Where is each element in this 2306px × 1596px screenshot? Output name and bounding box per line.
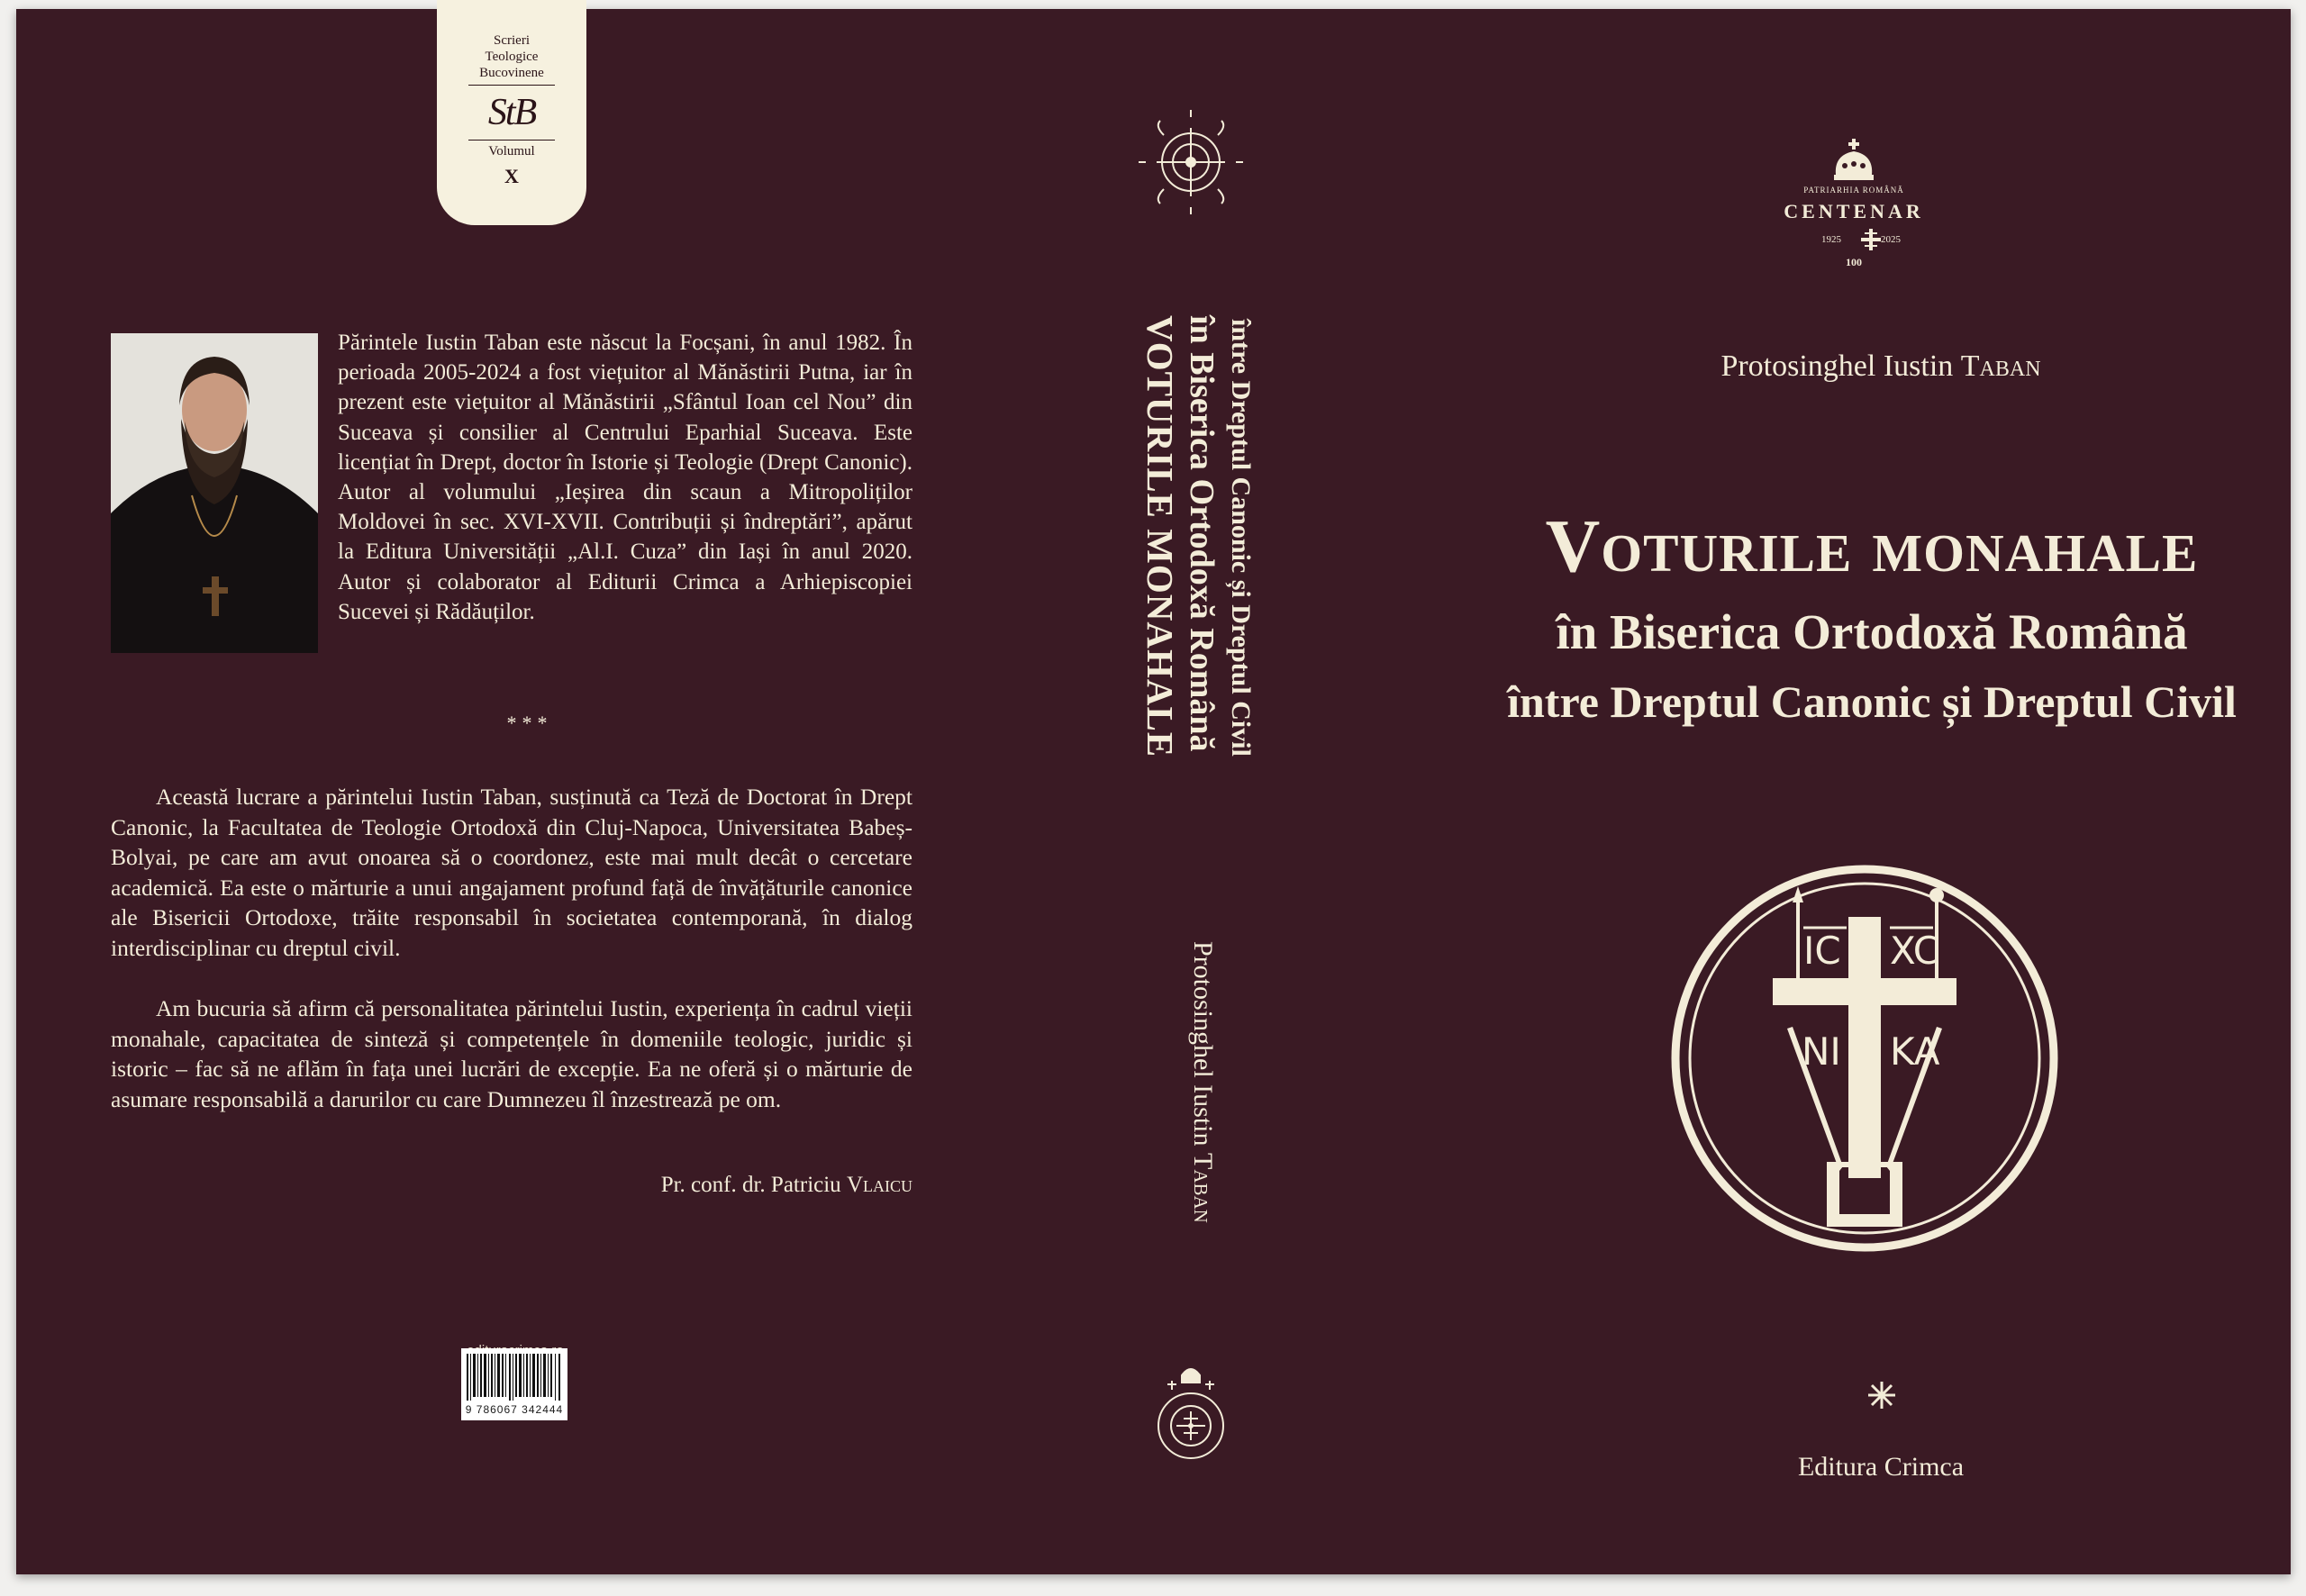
front-title: Voturile monahale [1545,504,2199,588]
spine-title: VOTURILE MONAHALE [1139,315,1181,758]
section-separator: *** [506,712,553,734]
signature-prefix: Pr. conf. dr. Patriciu [660,1173,847,1197]
centenar-cross-icon [1861,229,1881,255]
series-tab [437,0,586,225]
series-line-3: Bucovinene [479,66,544,80]
spine-subtitle-2: între Dreptul Canonic și Dreptul Civil [1226,319,1256,757]
front-author [1656,349,2106,384]
centenar-year-start: 1925 [1821,234,1841,245]
cross-emblem [1666,856,2063,1265]
cross-label-ni: NI [1802,1029,1841,1074]
endorsement-signature [111,1173,912,1198]
spine-author [1187,941,1218,1223]
signature-name: Vlaicu [846,1173,912,1197]
spine-subtitle-1: în Biserica Ortodoxă Română [1183,315,1221,752]
cross-label-ka: KA [1890,1029,1940,1074]
star-ornament-icon [1866,1380,1897,1415]
volume-number: X [504,165,519,187]
isbn-number: 9 786067 342444 [465,1403,564,1416]
author-bio: Părintele Iustin Taban este născut la Focșani, în anul 1982. În perioada 2005-2024 a fost viețuitor al Mănăstirii Putna, iar în prezent este viețuitor al Mănăstirii „Sfântul Ioan cel Nou” din Suceava și consilier al Centrului Eparhial Suceava. Este licențiat în Drept, doctor în Istorie și Teologie (Drept Canonic). Autor al volumului „Ieșirea din scaun a Mitropoliților Moldovei în sec. XVI-XVII. Contribuții și îndreptări”, apărut la Editura Universității „Al.I. Cuza” din Iași în anul 2020. Autor și colaborator al Editurii Crimca a Arhiepiscopiei Sucevei și Rădăuților. [338,331,912,624]
spine-author-surname: Taban [1188,1153,1218,1223]
volume-label: Volumul [488,144,535,159]
series-line-1: Scrieri [494,33,530,48]
publisher-name: Editura Crimca [1797,1452,1965,1482]
author-photo [111,333,318,653]
series-rule-2 [468,140,555,141]
series-rule [468,85,555,86]
spine-author-prefix: Protosinghel Iustin [1188,941,1218,1154]
series-line-2: Teologice [485,50,539,64]
centenar-crown-icon [1827,139,1881,188]
centenar-number: 100 [1846,256,1862,268]
front-subtitle-1: în Biserica Ortodoxă Română [1556,604,2188,659]
endorsement-paragraph-1: Această lucrare a părintelui Iustin Taban, susținută ca Teză de Doctorat în Drept Canonic, la Facultatea de Teologie Ortodoxă din Cluj-Napoca, Universitatea Babeș-Bolyai, pe care am avut onoarea să o coordonez, este mai mult decât o cercetare academică. Ea este o mărturie a unui angajament profund față de învățăturile canonice ale Bisericii Ortodoxe, trăite responsabil în societatea contemporană, în dialog interdisciplinar cu dreptul civil. [111,784,912,961]
cross-label-ic: IC [1803,929,1841,973]
front-subtitle-2: între Dreptul Canonic și Dreptul Civil [1507,676,2237,727]
centenar-top-text: PATRIARHIA ROMÂNĂ [1803,186,1904,195]
centenar-word: CENTENAR [1784,200,1924,222]
centenar-year-end: 2025 [1881,234,1901,245]
front-author-surname: Taban [1960,349,2041,383]
front-author-prefix: Protosinghel Iustin [1720,349,1961,383]
endorsement-paragraph-2: Am bucuria să afirm că personalitatea părintelui Iustin, experiența în cadrul vieții monahale, capacitatea de sinteză și competențele în domeniile teologic, juridic și istoric – fac să ne aflăm în fața unei lucrări de excepție. Ea ne oferă și o mărturie de asumare responsabilă a darurilor cu care Dumnezeu îl înzestrează pe om. [111,995,912,1112]
cross-label-xc: XC [1890,929,1940,973]
spine-ornament [1137,108,1245,221]
spine-centenar-seal [1149,1356,1232,1477]
series-monogram: StB [487,92,536,133]
book-cover [16,9,2291,1574]
